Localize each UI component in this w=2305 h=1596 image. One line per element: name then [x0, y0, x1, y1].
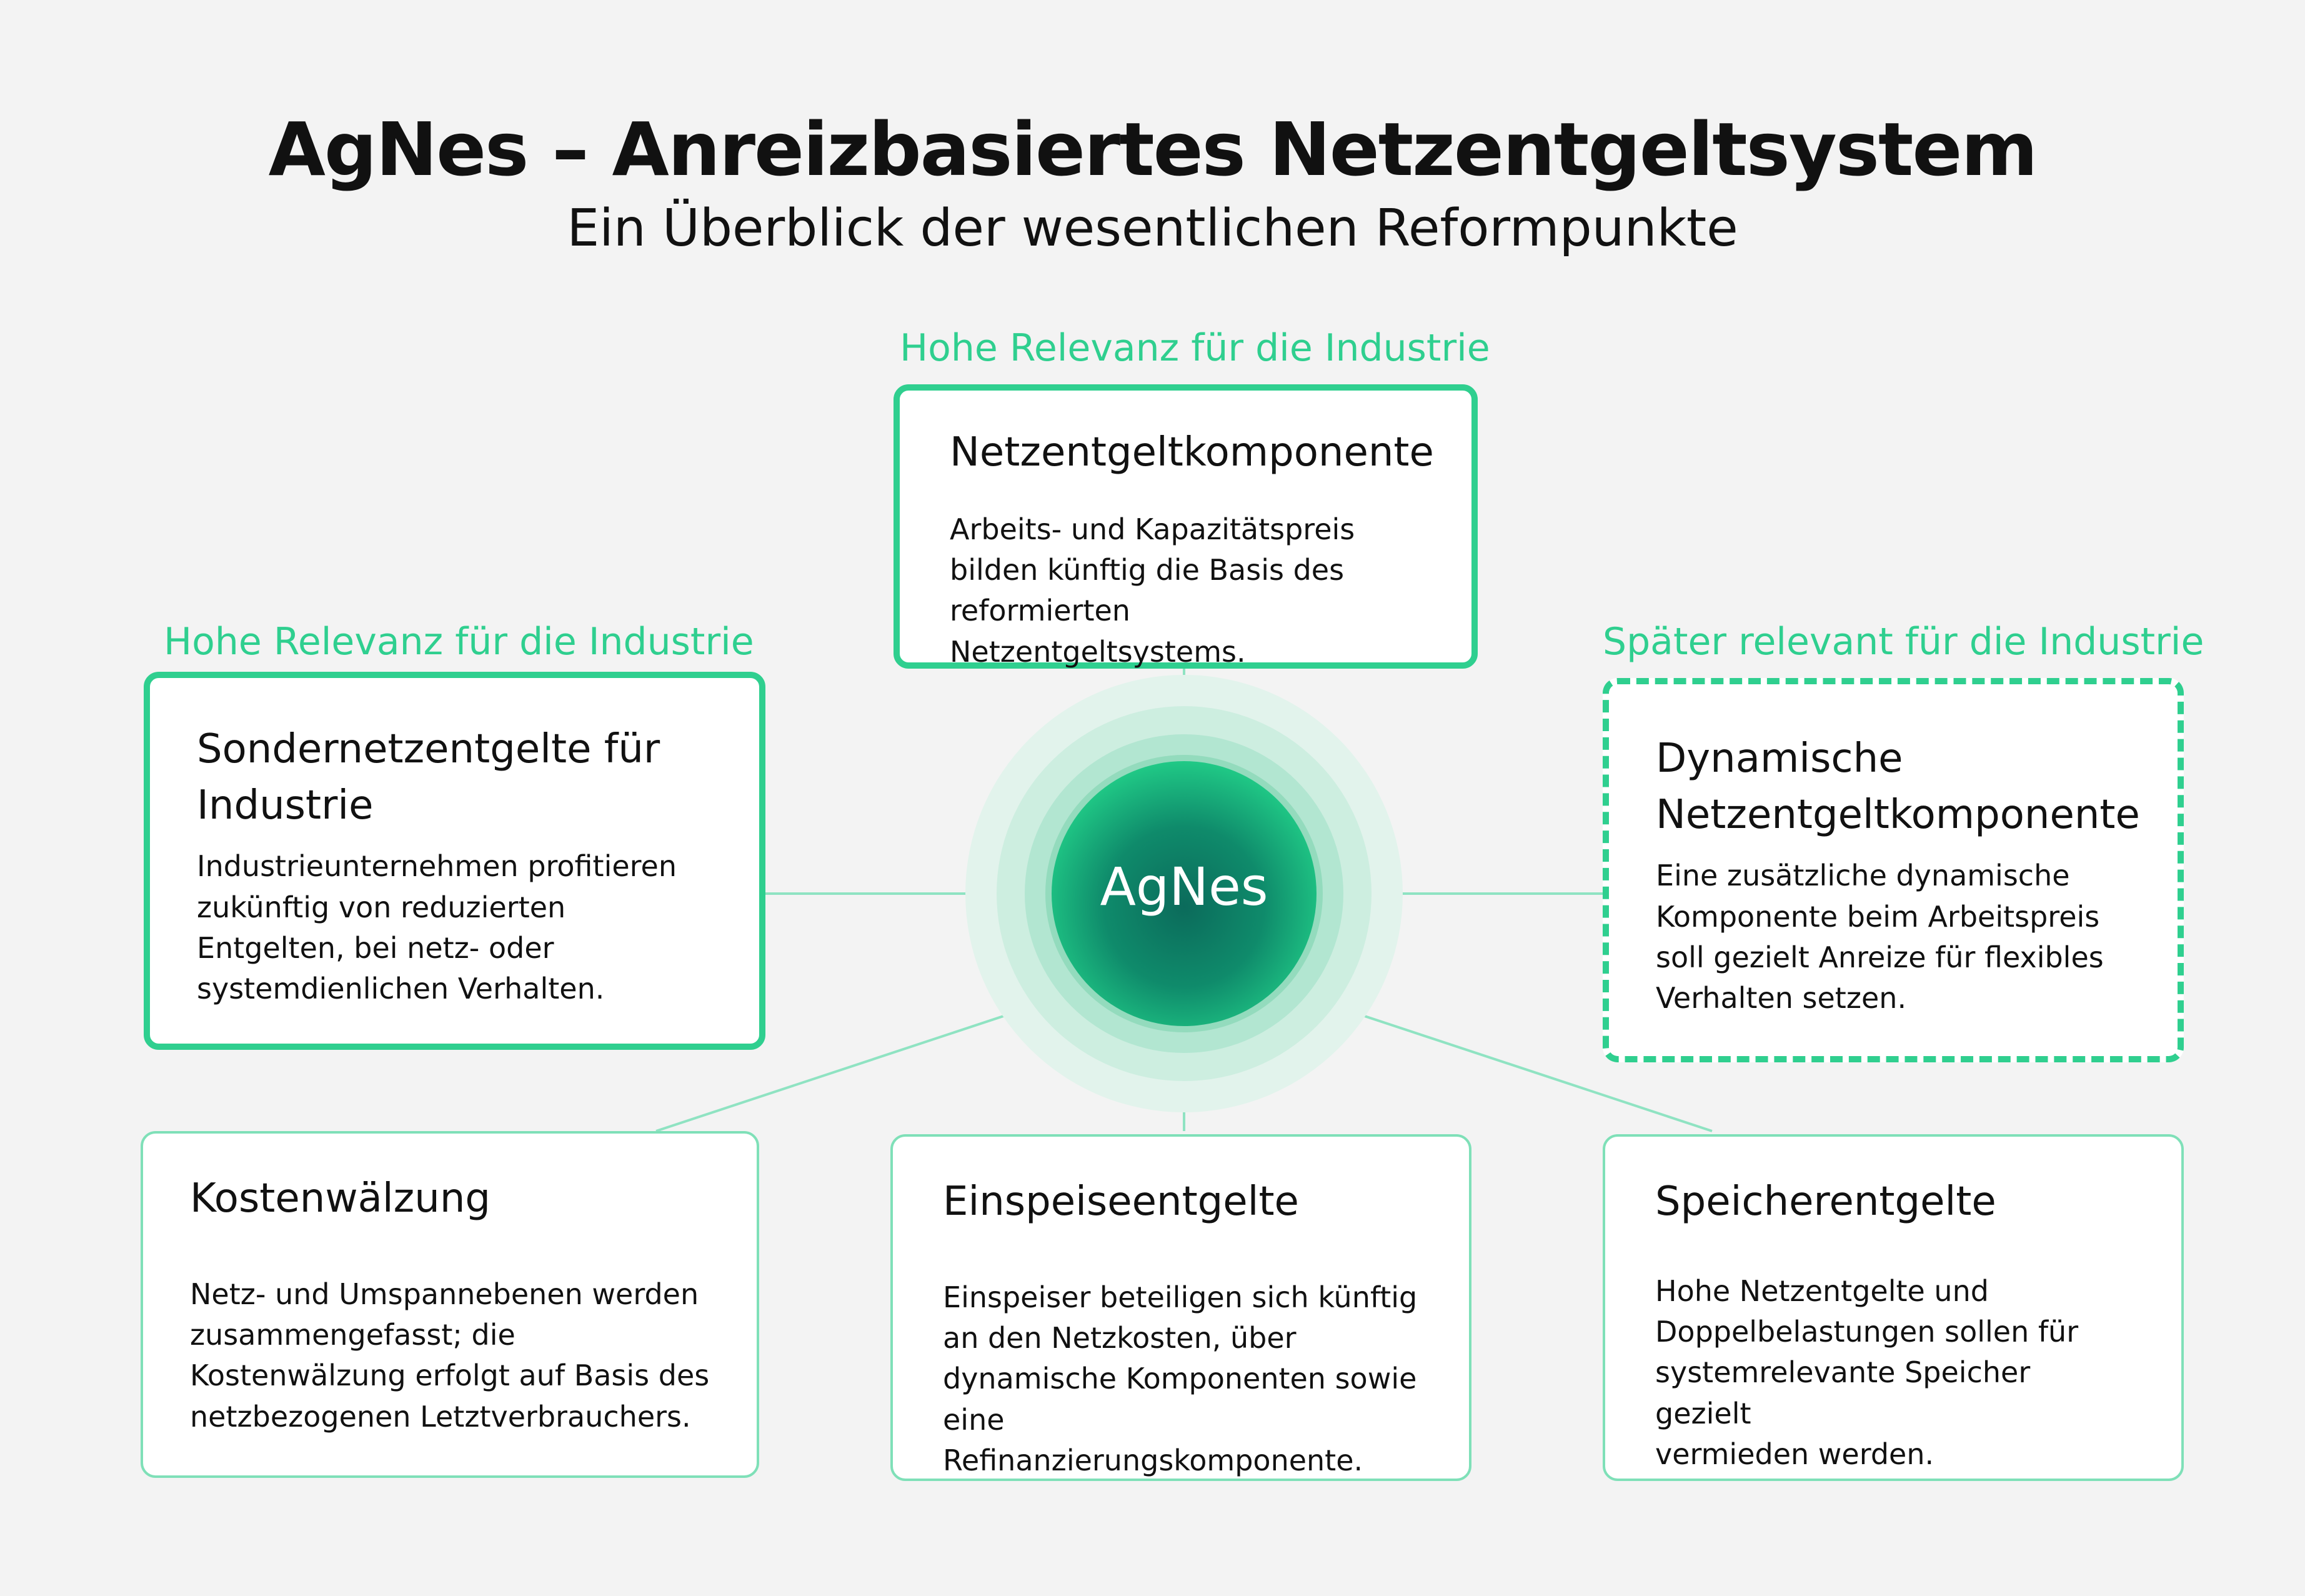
card-body-line: Hohe Netzentgelte und — [1655, 1274, 1989, 1308]
card-body-line: eine Refinanzierungskomponente. — [943, 1402, 1363, 1477]
card-title-line: Dynamische — [1656, 736, 1903, 782]
card-title-line: Sondernetzentgelte für — [197, 726, 660, 772]
card-title-line: Netzentgeltkomponente — [1656, 791, 2140, 838]
card-title: Kostenwälzung — [190, 1175, 490, 1222]
card-body-line: Kostenwälzung erfolgt auf Basis des — [190, 1359, 710, 1393]
card-sondernetzentgelte — [144, 672, 765, 1050]
card-body-line: vermieden werden. — [1655, 1437, 1934, 1471]
card-body-line: zusammengefasst; die — [190, 1317, 515, 1352]
card-body-line: Komponente beim Arbeitspreis — [1656, 899, 2100, 934]
card-body-line: Doppelbelastungen sollen für — [1655, 1314, 2079, 1349]
card-body-line: an den Netzkosten, über — [943, 1320, 1297, 1355]
card-body-line: Netz- und Umspannebenen werden — [190, 1277, 699, 1311]
card-body-line: netzbezogenen Letztverbrauchers. — [190, 1399, 691, 1434]
card-speicherentgelte — [1603, 1134, 2184, 1481]
card-body-line: Verhalten setzen. — [1656, 981, 1907, 1015]
card-body-line: Industrieunternehmen profitieren — [197, 849, 677, 884]
card-kostenwaelzung — [141, 1131, 759, 1478]
card-body-line: Eine zusätzliche dynamische — [1656, 859, 2070, 893]
card-dynamische-netzentgeltkomponente — [1603, 678, 2184, 1062]
hub-label: AgNes — [1100, 856, 1268, 917]
card-body-line: systemrelevante Speicher gezielt — [1655, 1355, 2031, 1430]
card-title-line: Industrie — [197, 782, 374, 829]
card-title: Netzentgeltkomponente — [950, 429, 1434, 476]
card-title: Speicherentgelte — [1655, 1179, 1996, 1225]
relevance-label-top: Hohe Relevanz für die Industrie — [900, 326, 1490, 370]
card-body-line: reformierten Netzentgeltsystems. — [950, 594, 1246, 669]
card-body-line: zukünftig von reduzierten — [197, 890, 566, 924]
card-body-line: systemdienlichen Verhalten. — [197, 972, 605, 1006]
card-body-line: soll gezielt Anreize für flexibles — [1656, 940, 2104, 974]
relevance-label-left: Hohe Relevanz für die Industrie — [164, 620, 754, 664]
card-body-line: Arbeits- und Kapazitätspreis — [950, 512, 1355, 546]
card-body-line: Einspeiser beteiligen sich künftig — [943, 1280, 1418, 1314]
card-netzentgeltkomponente — [894, 384, 1478, 669]
card-body-line: bilden künftig die Basis des — [950, 552, 1345, 587]
relevance-label-right: Später relevant für die Industrie — [1603, 620, 2204, 664]
card-einspeiseentgelte — [890, 1134, 1471, 1481]
page-title: AgNes – Anreizbasiertes Netzentgeltsystem — [268, 106, 2037, 192]
card-body-line: dynamische Komponenten sowie — [943, 1362, 1417, 1396]
card-body-line: Entgelten, bei netz- oder — [197, 930, 554, 965]
card-title: Einspeiseentgelte — [943, 1179, 1299, 1225]
page-subtitle: Ein Überblick der wesentlichen Reformpunkte — [567, 199, 1738, 258]
